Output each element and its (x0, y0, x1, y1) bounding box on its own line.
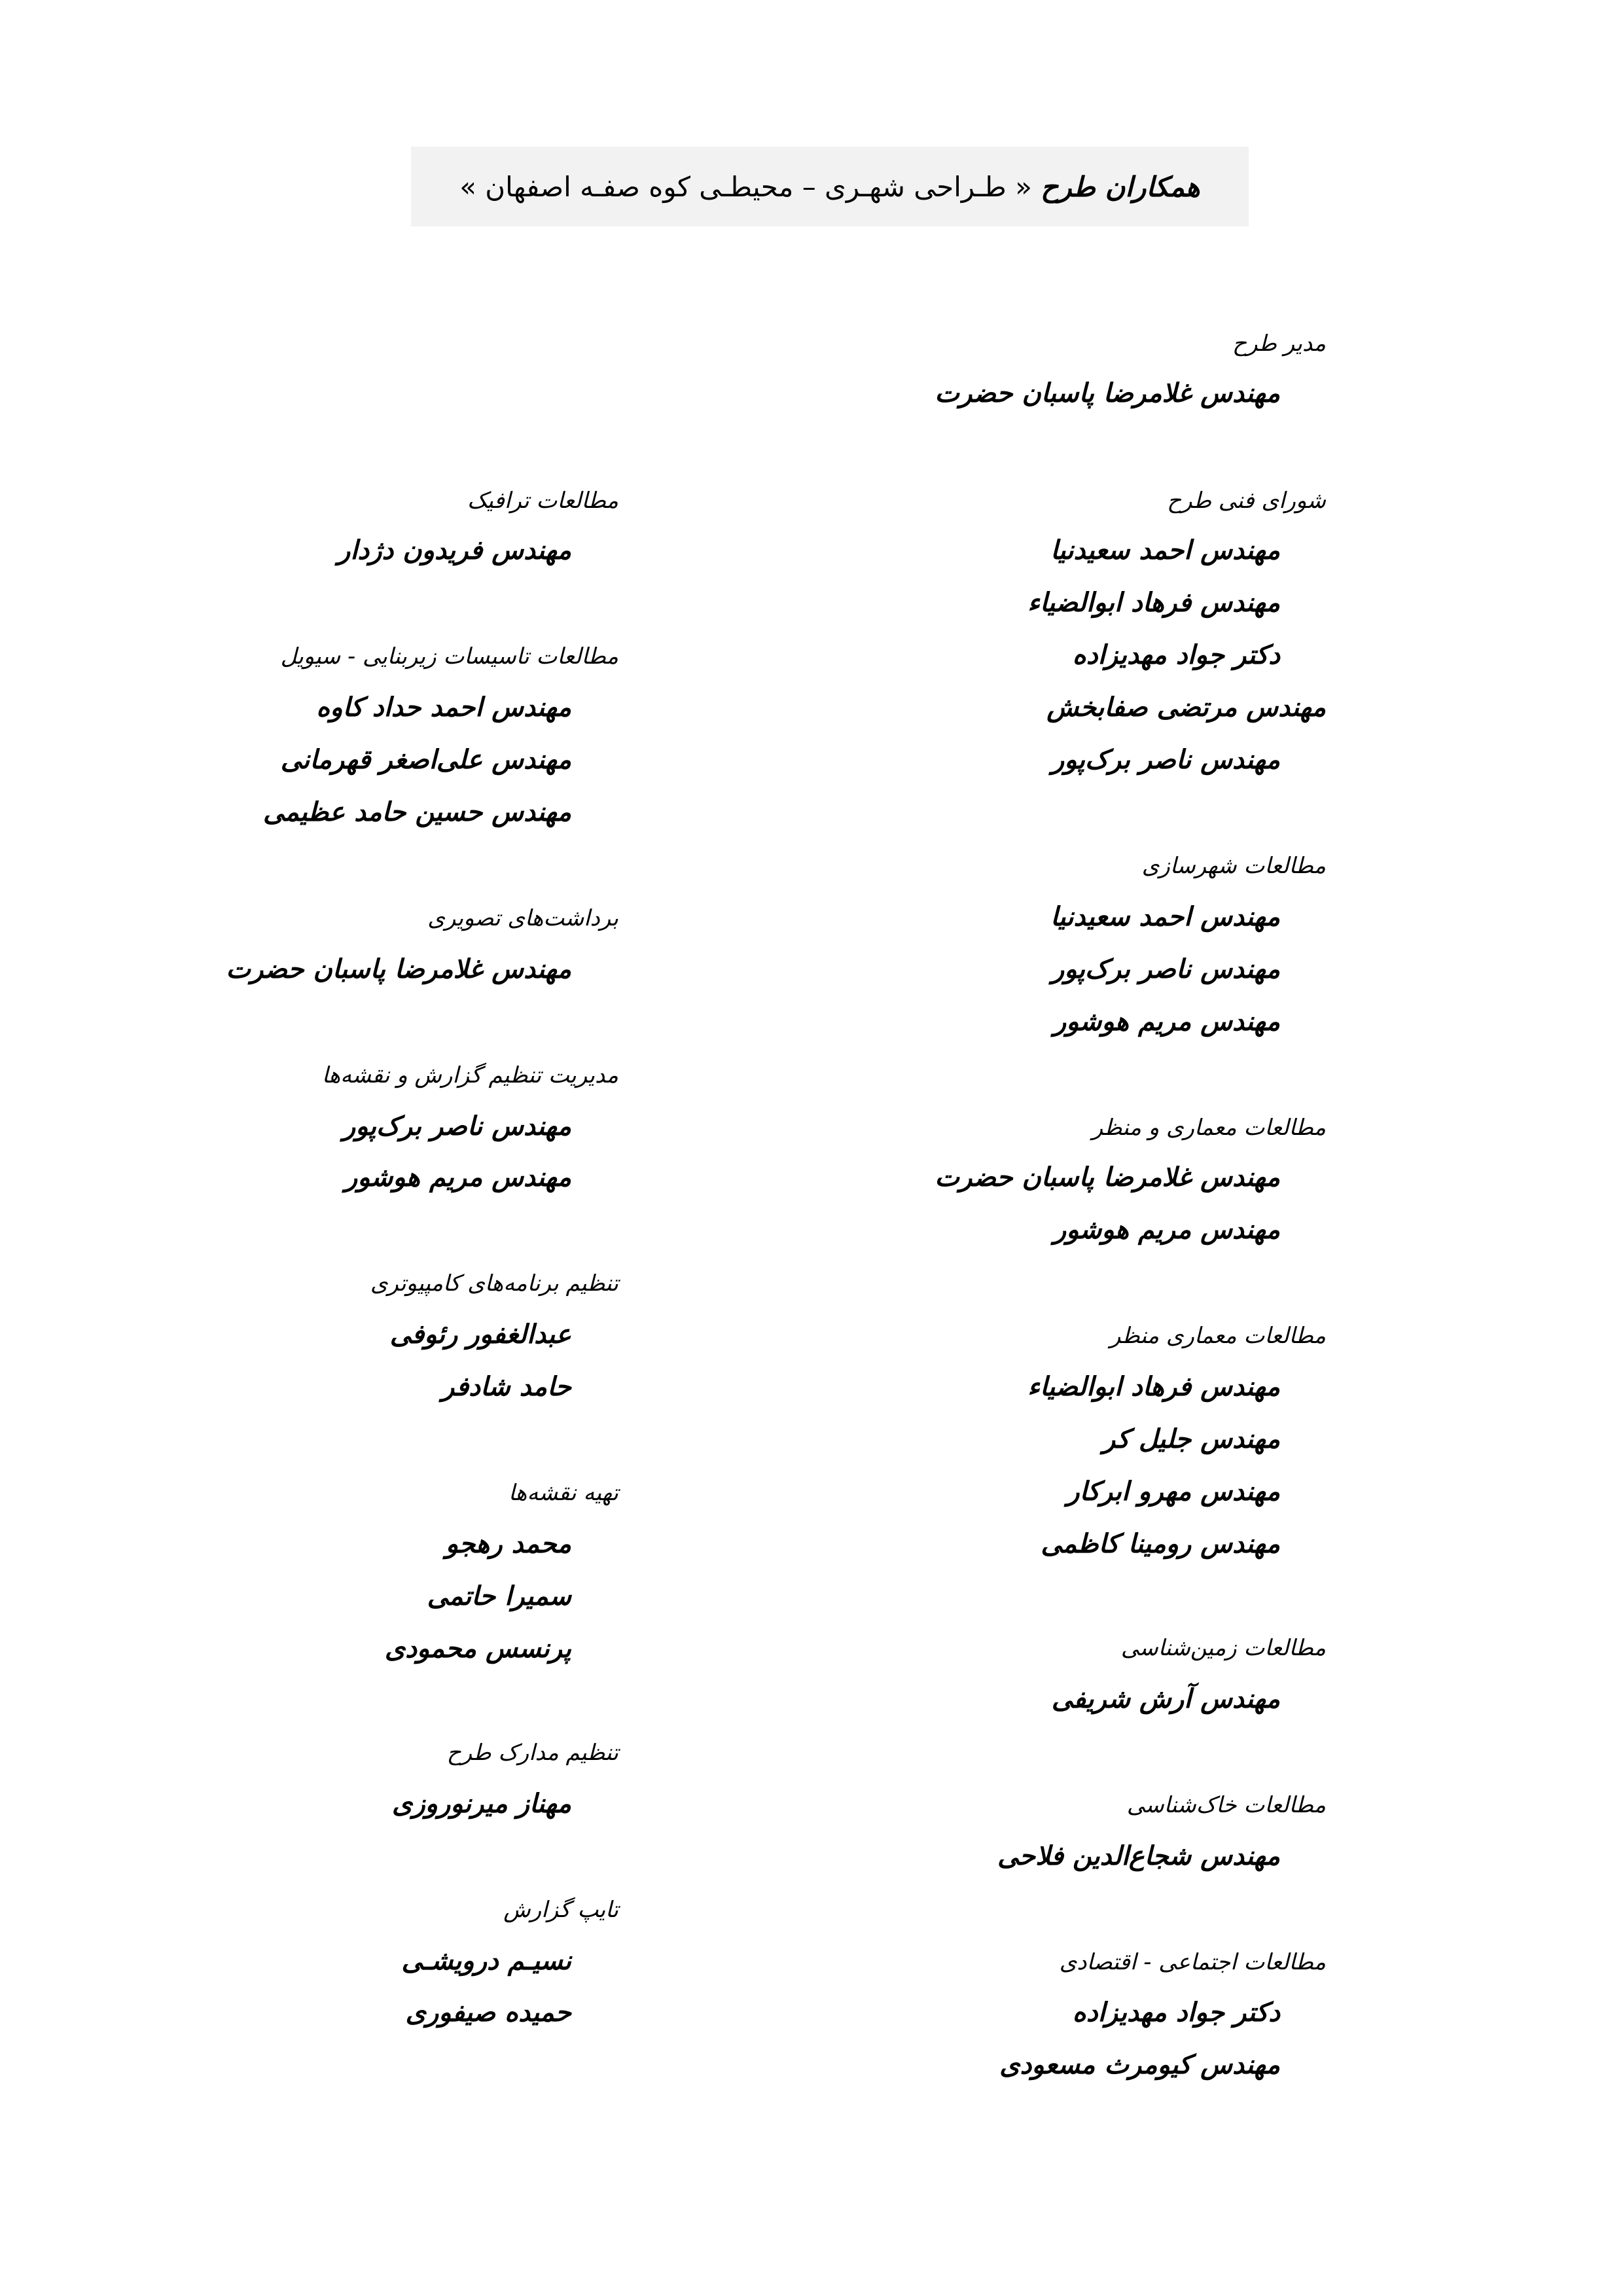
section-heading-docs: تنظیم مدارک طرح (446, 1740, 618, 1766)
credit-name: پرنسس محمودی (384, 1634, 571, 1664)
credit-name: مهندس ناصر برک‌پور (1051, 745, 1280, 775)
credit-name: سمیرا حاتمی (427, 1581, 571, 1611)
page-title-box (411, 147, 1249, 226)
section-heading-arch2: مطالعات معماری منظر (1110, 1323, 1326, 1349)
credit-name: مهندس جلیل کر (1102, 1424, 1280, 1454)
section-heading-infra: مطالعات تاسیسات زیربنایی - سیویل (280, 643, 618, 670)
credit-name: مهندس شجاع‌الدین فلاحی (997, 1841, 1280, 1871)
credit-name: مهندس احمد سعیدنیا (1050, 902, 1280, 932)
title-emphasis: همکاران طرح (1041, 170, 1200, 203)
credit-name: محمد رهجو (445, 1529, 571, 1559)
credit-name: مهندس مریم هوشور (1053, 1007, 1280, 1037)
credit-name: مهندس ناصر برک‌پور (1051, 954, 1280, 984)
credit-name: مهندس حسین حامد عظیمی (262, 797, 571, 827)
credit-name: دکتر جواد مهدیزاده (1072, 640, 1280, 670)
section-heading-arch1: مطالعات معماری و منظر (1092, 1115, 1326, 1141)
section-heading-soil: مطالعات خاک‌شناسی (1126, 1792, 1326, 1818)
credit-name: مهندس ناصر برک‌پور (342, 1111, 571, 1141)
section-heading-typing: تایپ گزارش (503, 1897, 618, 1923)
credit-name: مهندس رومینا کاظمی (1041, 1529, 1280, 1559)
section-heading-report: مدیریت تنظیم گزارش و نقشه‌ها (321, 1062, 618, 1088)
section-heading-council: شورای فنی طرح (1167, 488, 1326, 514)
credit-name: مهندس فریدون دژدار (338, 535, 571, 565)
section-heading-maps: تهیه نقشه‌ها (508, 1480, 618, 1506)
section-heading-socio: مطالعات اجتماعی - اقتصادی (1059, 1949, 1326, 1975)
credit-name: مهندس مهرو ابرکار (1067, 1477, 1280, 1507)
section-heading-urban: مطالعات شهرسازی (1141, 853, 1326, 879)
credit-name: مهندس غلامرضا پاسبان حضرت (935, 378, 1280, 408)
credit-name: عبدالغفور رئوفی (389, 1319, 571, 1350)
page-title (459, 171, 1200, 203)
section-heading-photo: برداشت‌های تصویری (427, 905, 618, 931)
credit-name: دکتر جواد مهدیزاده (1072, 1998, 1280, 2028)
credit-name: مهندس مرتضی صفابخش (1046, 692, 1326, 723)
credit-name: مهناز میرنوروزی (392, 1789, 571, 1819)
credit-name: مهندس فرهاد ابوالضیاء (1027, 588, 1280, 618)
credit-name: حامد شادفر (442, 1372, 571, 1402)
title-project: « طـراحی شهـری – محیطـی کوه صفـه اصفهان » (459, 170, 1032, 203)
section-heading-traffic: مطالعات ترافیک (467, 488, 618, 514)
credit-name: نسیـم درویشـی (401, 1946, 571, 1976)
credit-name: حمیده صیفوری (405, 1998, 571, 2028)
credit-name: مهندس آرش شریفی (1051, 1684, 1280, 1714)
credit-name: مهندس احمد سعیدنیا (1050, 535, 1280, 565)
credit-name: مهندس غلامرضا پاسبان حضرت (226, 954, 571, 984)
credit-name: مهندس علی‌اصغر قهرمانی (280, 745, 571, 775)
section-heading-director: مدیر طرح (1232, 331, 1326, 357)
credit-name: مهندس فرهاد ابوالضیاء (1027, 1372, 1280, 1402)
section-heading-geology: مطالعات زمین‌شناسی (1120, 1635, 1326, 1661)
credit-name: مهندس کیومرث مسعودی (999, 2050, 1280, 2080)
credit-name: مهندس احمد حداد کاوه (316, 692, 571, 723)
section-heading-software: تنظیم برنامه‌های کامپیوتری (370, 1270, 618, 1297)
credit-name: مهندس مریم هوشور (1053, 1215, 1280, 1245)
credit-name: مهندس مریم هوشور (344, 1162, 571, 1193)
credit-name: مهندس غلامرضا پاسبان حضرت (935, 1162, 1280, 1193)
